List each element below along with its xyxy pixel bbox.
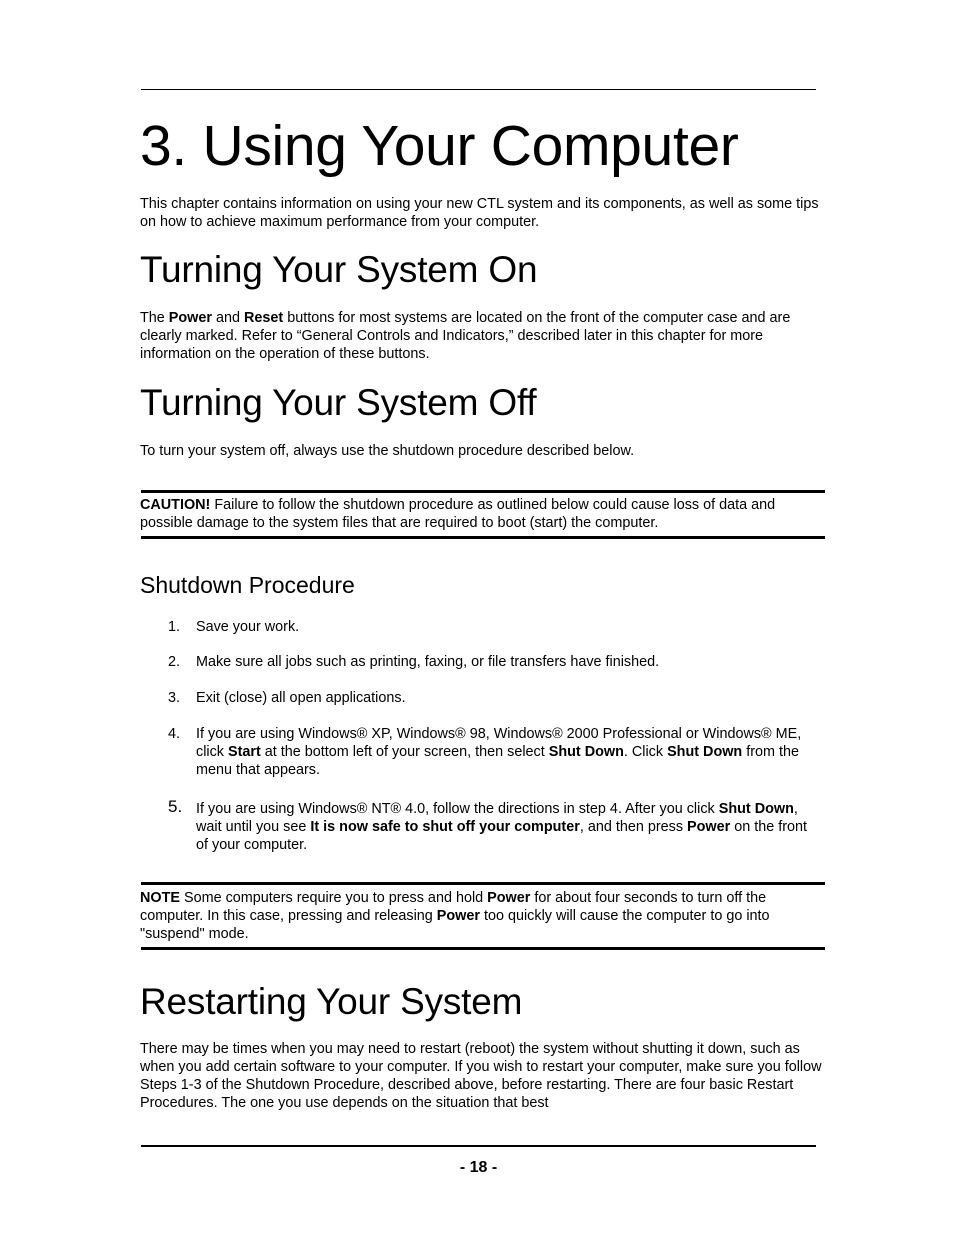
caution-bottom-rule	[141, 536, 825, 539]
list-item: 5. If you are using Windows® NT® 4.0, follow the directions in step 4. After you click Shut Down, wait until you see It is now safe to shut off your computer, and then press Power on the front of your computer.	[168, 797, 808, 853]
heading-restarting: Restarting Your System	[140, 981, 523, 1022]
note-top-rule	[141, 882, 825, 885]
turning-off-paragraph: To turn your system off, always use the shutdown procedure described below.	[140, 443, 635, 459]
heading-shutdown-procedure: Shutdown Procedure	[140, 572, 355, 598]
list-item: 4. If you are using Windows® XP, Windows® 98, Windows® 2000 Professional or Windows® ME, click Start at the bottom left of your screen, then select Shut Down. Click Shut Down from the menu that appears.	[168, 726, 802, 778]
heading-turning-on: Turning Your System On	[140, 249, 538, 290]
note-bottom-rule	[141, 947, 825, 950]
list-item: 3. Exit (close) all open applications.	[168, 690, 406, 706]
intro-paragraph: This chapter contains information on using your new CTL system and its components, as well as some tips on how to achieve maximum performance from your computer.	[140, 196, 819, 230]
note-box: NOTE Some computers require you to press and hold Power for about four seconds to turn off the computer. In this case, pressing and releasing Power too quickly will cause the computer to go into "suspend" mode.	[140, 890, 770, 942]
list-item: 2. Make sure all jobs such as printing, faxing, or file transfers have finished.	[168, 654, 660, 670]
note-label: NOTE	[140, 890, 180, 906]
chapter-title: 3. Using Your Computer	[140, 114, 739, 178]
caution-top-rule	[141, 490, 825, 493]
caution-label: CAUTION!	[140, 497, 211, 513]
top-rule	[141, 89, 816, 90]
heading-turning-off: Turning Your System Off	[140, 382, 537, 423]
turning-on-paragraph: The Power and Reset buttons for most systems are located on the front of the computer case and are clearly marked. Refer to “General Controls and Indicators,” described later in this chapter for more information on the operation of these buttons.	[140, 310, 791, 362]
list-item: 1. Save your work.	[168, 619, 300, 635]
footer-rule	[141, 1145, 816, 1147]
caution-box: CAUTION! Failure to follow the shutdown procedure as outlined below could cause loss of data and possible damage to the system files that are required to boot (start) the computer.	[140, 497, 776, 531]
page-number: - 18 -	[459, 1159, 498, 1176]
restarting-paragraph: There may be times when you may need to restart (reboot) the system without shutting it down, such as when you add certain software to your computer. If you wish to restart your computer, make sure you follow Steps 1-3 of the Shutdown Procedure, described above, before restarting. There are four basic Restart Procedures. The one you use depends on the situation that best	[140, 1041, 822, 1111]
